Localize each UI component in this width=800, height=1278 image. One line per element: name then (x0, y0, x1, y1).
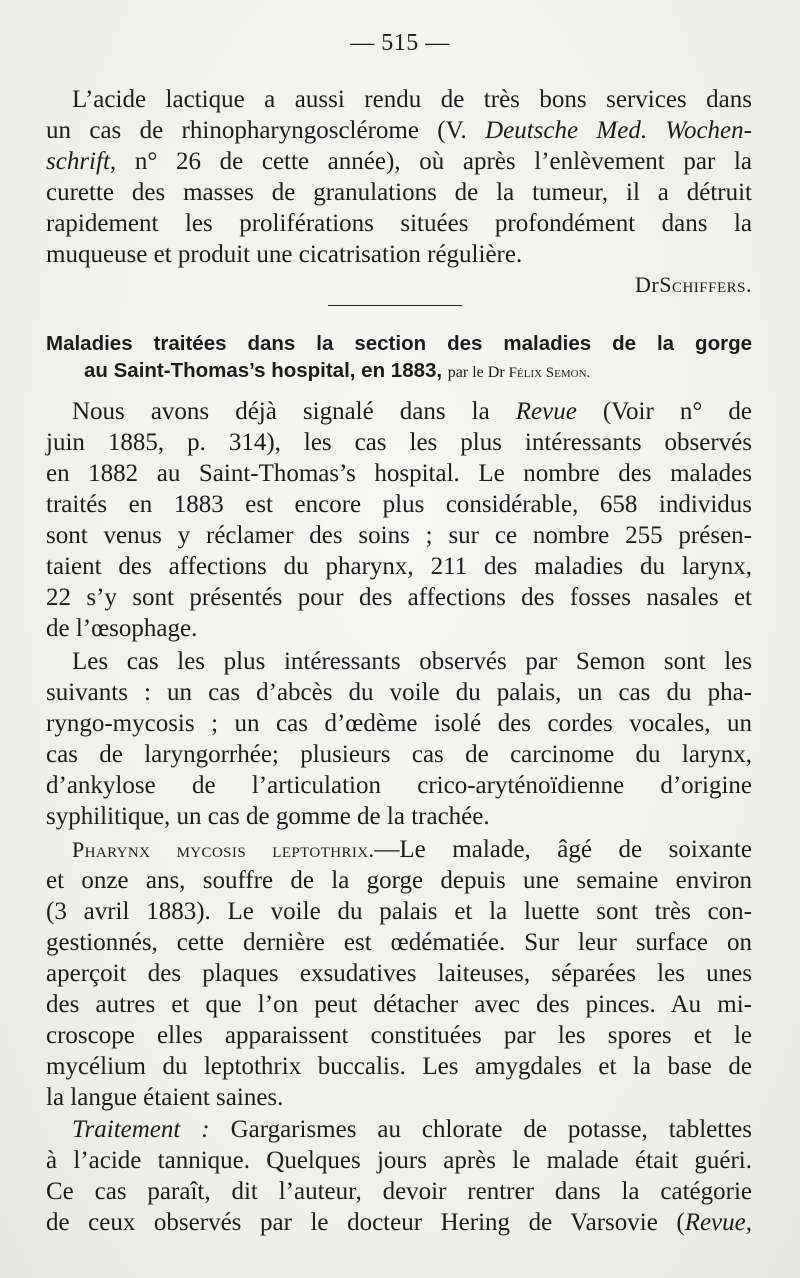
author-signature: DrSchiffers. (635, 272, 752, 297)
text-line: taient des affections du pharynx, 211 des maladies du larynx, (46, 553, 752, 580)
text-line: Traitement : Gargarismes au chlorate de potasse, tablettes (72, 1116, 752, 1143)
text-line: des autres et que l’on peut détacher avec des pinces. Au mi- (46, 991, 752, 1018)
text-line: Ce cas paraît, dit l’auteur, devoir rentrer dans la catégorie (46, 1178, 752, 1205)
text-line: syphilitique, un cas de gomme de la trachée. (46, 803, 490, 830)
text-line: Pharynx mycosis leptothrix.—Le malade, âgé de soixante (72, 836, 752, 863)
text-line: suivants : un cas d’abcès du voile du palais, un cas du pha- (46, 679, 752, 706)
paragraph-treatment (46, 1114, 752, 1238)
text-line: croscope elles apparaissent constituées par les spores et le (46, 1022, 752, 1049)
text-line: curette des masses de granulations de la tumeur, il a détruit (46, 179, 752, 206)
text-line: mycélium du leptothrix buccalis. Les amygdales et la base de (46, 1053, 752, 1080)
text-line: et onze ans, souffre de la gorge depuis une semaine environ (46, 867, 752, 894)
text-line: la langue étaient saines. (46, 1084, 284, 1111)
heading-line: au Saint-Thomas’s hospital, en 1883, par le Dr Félix Semon. (84, 359, 591, 382)
text-line: 22 s’y sont présentés pour des affections des fosses nasales et (46, 584, 752, 611)
text-line: juin 1885, p. 314), les cas les plus intéressants observés (46, 429, 752, 456)
text-line: schrift, n° 26 de cette année), où après l’enlèvement par la (46, 148, 753, 175)
text-line: traités en 1883 est encore plus considérable, 658 individus (46, 491, 752, 518)
text-line: à l’acide tannique. Quelques jours après le malade était guéri. (46, 1147, 752, 1174)
text-line: ryngo-mycosis ; un cas d’œdème isolé des cordes vocales, un (46, 710, 752, 737)
text-line: rapidement les proliférations situées profondément dans la (46, 210, 752, 237)
paragraph-pharynx-mycosis (46, 834, 752, 1113)
text-line: en 1882 au Saint-Thomas’s hospital. Le nombre des malades (46, 460, 752, 487)
text-line: (3 avril 1883). Le voile du palais et la luette sont très con- (46, 898, 752, 925)
text-line: cas de laryngorrhée; plusieurs cas de carcinome du larynx, (46, 741, 752, 768)
paragraph-intro (46, 396, 752, 644)
page-number: — 515 — (350, 30, 450, 56)
paragraph-cases (46, 646, 752, 832)
section-divider (328, 305, 462, 306)
text-line: gestionnés, cette dernière est œdématiée. Sur leur surface on (46, 929, 752, 956)
heading-line: Maladies traitées dans la section des maladies de la gorge (46, 332, 752, 355)
text-line: aperçoit des plaques exsudatives laiteuses, séparées les unes (46, 960, 752, 987)
text-line: de ceux observés par le docteur Hering de Varsovie (Revue, (46, 1209, 752, 1236)
text-line: Les cas les plus intéressants observés par Semon sont les (72, 648, 752, 675)
text-line: L’acide lactique a aussi rendu de très bons services dans (72, 86, 752, 113)
text-line: Nous avons déjà signalé dans la Revue (Voir n° de (72, 398, 753, 425)
article-heading (46, 330, 752, 387)
text-line: muqueuse et produit une cicatrisation régulière. (46, 241, 523, 268)
text-line: sont venus y réclamer des soins ; sur ce nombre 255 présen- (46, 522, 752, 549)
text-line: un cas de rhinopharyngosclérome (V. Deutsche Med. Wochen- (46, 117, 752, 144)
paragraph-lactic-acid (46, 84, 752, 270)
text-line: d’ankylose de l’articulation crico-aryténoïdienne d’origine (46, 772, 752, 799)
text-line: de l’œsophage. (46, 615, 198, 642)
